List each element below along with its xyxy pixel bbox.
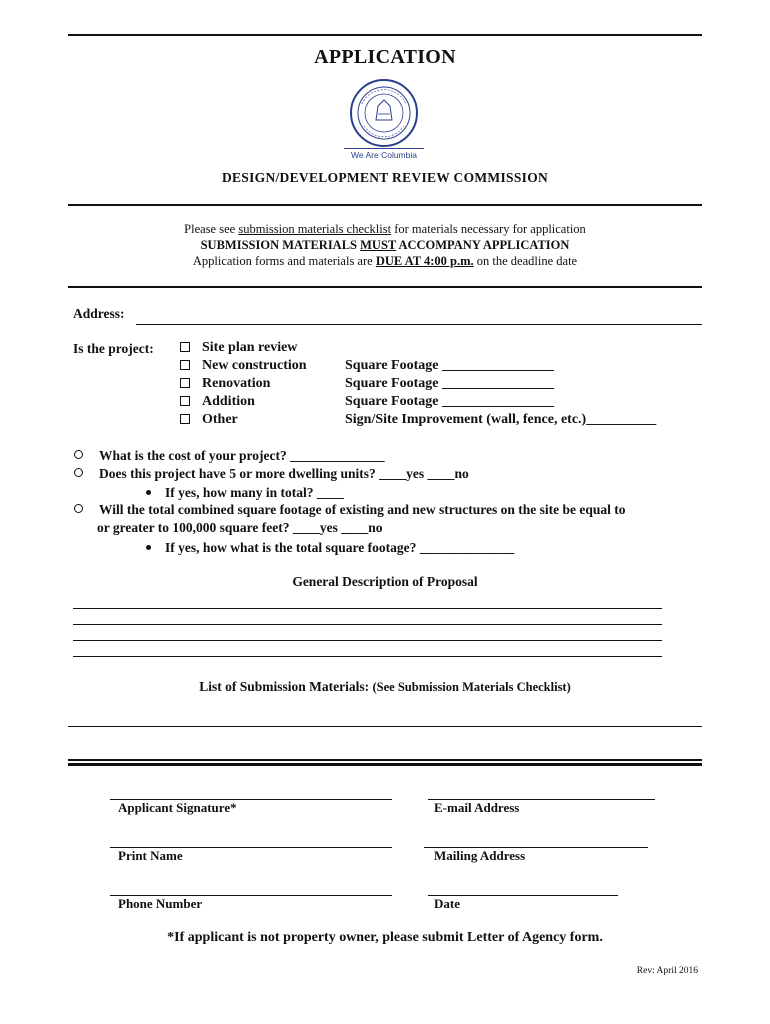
materials-heading-note: (See Submission Materials Checklist) — [372, 680, 571, 694]
commission-name: DESIGN/DEVELOPMENT REVIEW COMMISSION — [221, 170, 549, 185]
question-text: Will the total combined square footage of existing and new structures on the site be equal to — [99, 502, 626, 517]
checklist-note — [0, 222, 770, 237]
bullet-icon — [146, 545, 151, 550]
square-footage-addition[interactable]: Square Footage ________________ — [345, 394, 554, 409]
question-cost[interactable] — [74, 448, 385, 464]
checkbox[interactable] — [180, 360, 190, 370]
option-addition[interactable] — [180, 394, 255, 410]
mailing-address-label: Mailing Address — [434, 848, 526, 863]
note-text: for materials necessary for application — [391, 222, 586, 236]
square-footage-new-construction[interactable]: Square Footage ________________ — [345, 358, 554, 373]
address-field[interactable] — [136, 324, 702, 325]
question-text: Does this project have 5 or more dwelling units? ____yes ____no — [99, 466, 469, 481]
city-seal-logo — [344, 78, 424, 160]
option-label: Other — [202, 412, 238, 427]
option-label: Addition — [202, 394, 255, 409]
description-line[interactable] — [73, 640, 662, 641]
signature-section-rule — [68, 763, 702, 766]
sign-site-improvement[interactable]: Sign/Site Improvement (wall, fence, etc.)__________ — [345, 412, 657, 427]
checklist-link[interactable]: submission materials checklist — [238, 222, 392, 236]
submission-note — [0, 238, 770, 253]
question-square-footage-cont: or greater to 100,000 square feet? ____yes ____no — [97, 520, 383, 535]
agency-form-note: *If applicant is not property owner, please submit Letter of Agency form. — [167, 930, 603, 945]
signature-section-rule — [68, 759, 702, 761]
question-text: If yes, how what is the total square footage? ______________ — [165, 540, 515, 555]
email-label: E-mail Address — [434, 800, 520, 815]
question-dwelling-units[interactable] — [74, 466, 469, 482]
option-site-plan-review[interactable] — [180, 340, 297, 356]
note-text: ACCOMPANY APPLICATION — [396, 238, 570, 252]
option-label: Renovation — [202, 376, 271, 391]
header-rule — [68, 204, 702, 206]
checkbox[interactable] — [180, 378, 190, 388]
description-line[interactable] — [73, 608, 662, 609]
top-rule — [68, 34, 702, 36]
revision-date: Rev: April 2016 — [636, 966, 698, 976]
must-emphasis: MUST — [360, 238, 397, 252]
address-label: Address: — [73, 306, 125, 321]
question-total-footage[interactable] — [146, 540, 514, 556]
checkbox[interactable] — [180, 414, 190, 424]
materials-line[interactable] — [68, 726, 702, 727]
checkbox[interactable] — [180, 342, 190, 352]
description-line[interactable] — [73, 624, 662, 625]
option-new-construction[interactable] — [180, 358, 307, 374]
phone-label: Phone Number — [118, 896, 203, 911]
question-dwelling-count[interactable] — [146, 485, 344, 501]
option-label: New construction — [202, 358, 307, 373]
note-text: Application forms and materials are — [192, 254, 376, 268]
description-heading: General Description of Proposal — [292, 574, 478, 589]
note-text: SUBMISSION MATERIALS — [200, 238, 361, 252]
description-line[interactable] — [73, 656, 662, 657]
page-title: APPLICATION — [314, 46, 456, 68]
materials-heading — [0, 679, 770, 695]
logo-tagline: We Are Columbia — [344, 148, 424, 160]
circle-bullet-icon — [74, 468, 83, 477]
question-text: What is the cost of your project? ______________ — [99, 448, 385, 463]
note-text: Please see — [184, 222, 239, 236]
checkbox[interactable] — [180, 396, 190, 406]
date-label: Date — [434, 896, 460, 911]
option-label: Site plan review — [202, 340, 298, 355]
applicant-signature-label: Applicant Signature* — [118, 800, 237, 815]
print-name-label: Print Name — [118, 848, 183, 863]
question-square-footage[interactable] — [74, 502, 626, 518]
question-text: If yes, how many in total? ____ — [165, 485, 344, 500]
materials-heading-text: List of Submission Materials: — [199, 679, 373, 694]
project-label: Is the project: — [73, 341, 154, 356]
option-other[interactable] — [180, 412, 238, 428]
note-text: on the deadline date — [473, 254, 578, 268]
bullet-icon — [146, 490, 151, 495]
deadline-note — [0, 254, 770, 269]
option-renovation[interactable] — [180, 376, 270, 392]
due-time: DUE AT 4:00 p.m. — [375, 254, 474, 268]
circle-bullet-icon — [74, 450, 83, 459]
seal-icon — [348, 78, 420, 148]
notes-rule — [68, 286, 702, 288]
circle-bullet-icon — [74, 504, 83, 513]
square-footage-renovation[interactable]: Square Footage ________________ — [345, 376, 554, 391]
